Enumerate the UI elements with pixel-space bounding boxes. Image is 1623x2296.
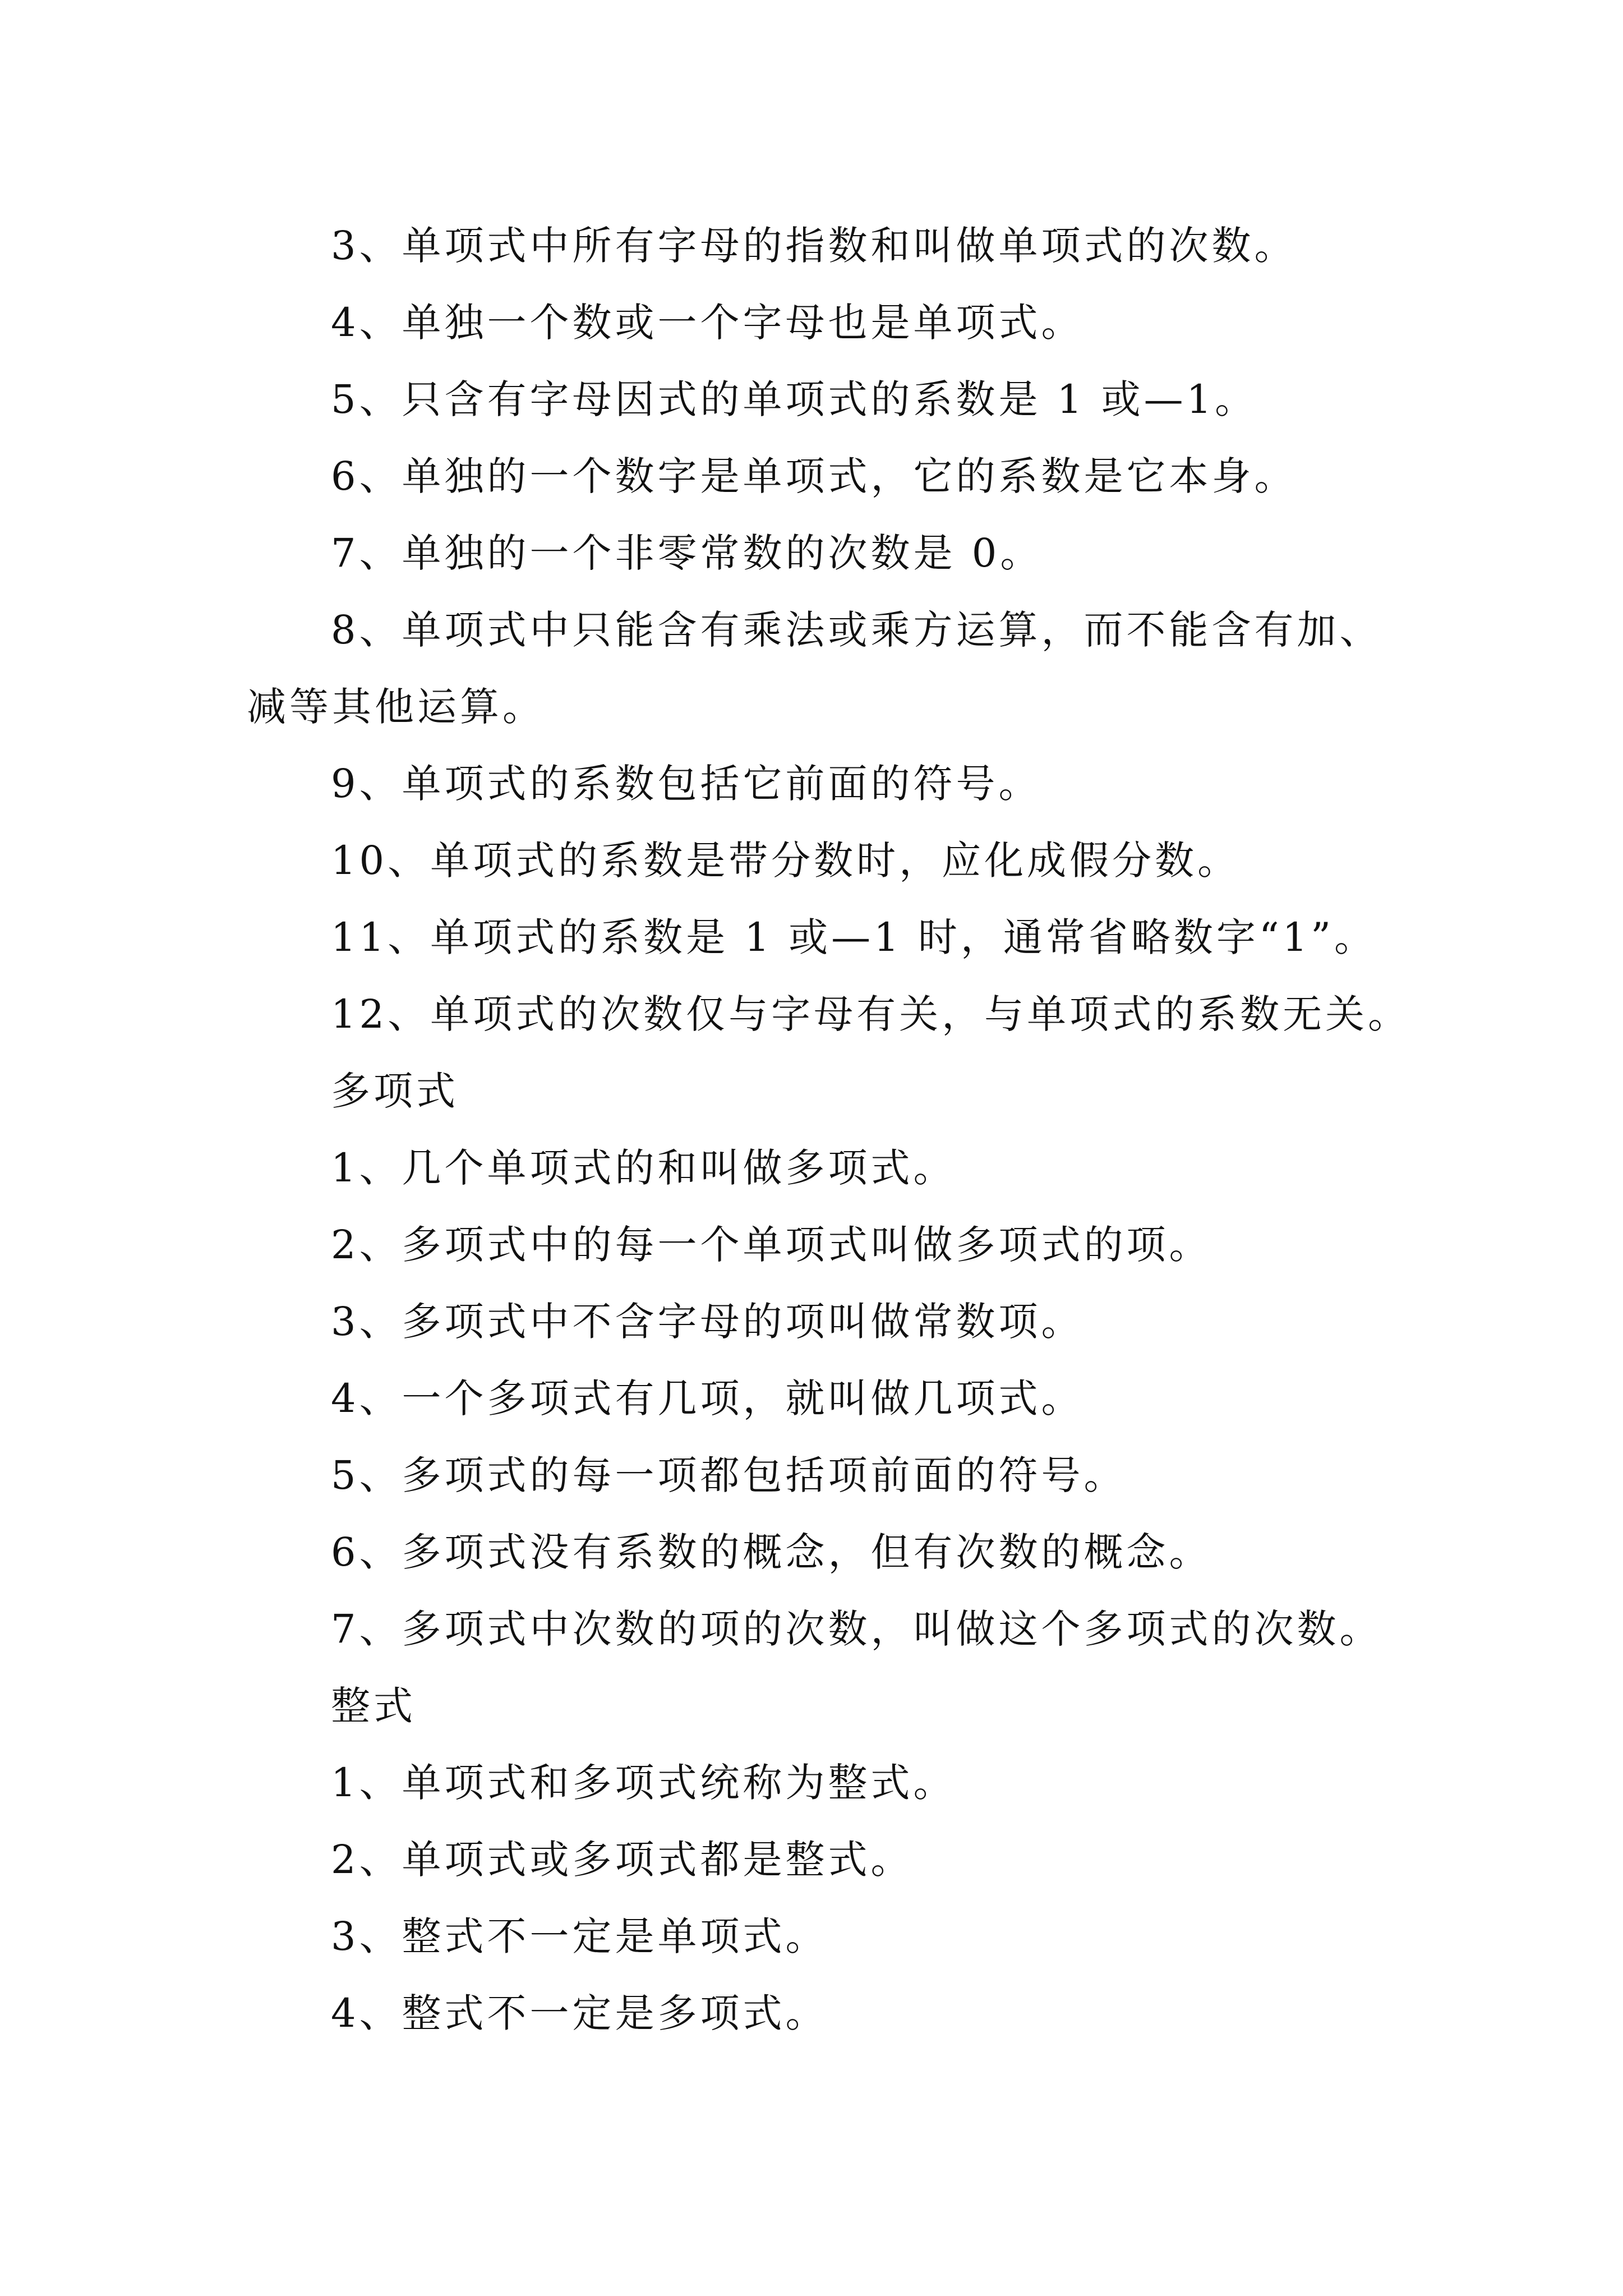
monomial-rule-5: 5、只含有字母因式的单项式的系数是 1 或—1。 <box>331 376 1258 422</box>
monomial-rule-4: 4、单独一个数或一个字母也是单项式。 <box>331 300 1084 346</box>
monomial-rule-8-line-2: 减等其他运算。 <box>247 684 545 730</box>
document-body <box>247 208 1447 2052</box>
polynomial-rule-3: 3、多项式中不含字母的项叫做常数项。 <box>331 1299 1084 1345</box>
integral-rule-4: 4、整式不一定是多项式。 <box>331 1990 828 2036</box>
monomial-rule-7: 7、单独的一个非零常数的次数是 0。 <box>331 530 1043 576</box>
polynomial-rule-7: 7、多项式中次数的项的次数，叫做这个多项式的次数。 <box>331 1606 1382 1652</box>
integral-heading: 整式 <box>331 1683 416 1729</box>
integral-rule-1: 1、单项式和多项式统称为整式。 <box>331 1760 956 1806</box>
monomial-rule-10: 10、单项式的系数是带分数时，应化成假分数。 <box>331 838 1241 884</box>
integral-rule-2: 2、单项式或多项式都是整式。 <box>331 1837 914 1883</box>
monomial-rule-8-line-1: 8、单项式中只能含有乘法或乘方运算，而不能含有加、 <box>331 607 1382 653</box>
polynomial-rule-2: 2、多项式中的每一个单项式叫做多项式的项。 <box>331 1222 1212 1268</box>
polynomial-rule-4: 4、一个多项式有几项，就叫做几项式。 <box>331 1375 1084 1421</box>
monomial-rule-6: 6、单独的一个数字是单项式，它的系数是它本身。 <box>331 453 1297 499</box>
monomial-rule-12: 12、单项式的次数仅与字母有关，与单项式的系数无关。 <box>331 991 1411 1037</box>
monomial-rule-3: 3、单项式中所有字母的指数和叫做单项式的次数。 <box>331 223 1297 269</box>
monomial-rule-11: 11、单项式的系数是 1 或—1 时，通常省略数字“1”。 <box>331 914 1377 960</box>
polynomial-rule-6: 6、多项式没有系数的概念，但有次数的概念。 <box>331 1529 1212 1575</box>
polynomial-rule-1: 1、几个单项式的和叫做多项式。 <box>331 1145 956 1191</box>
polynomial-heading: 多项式 <box>331 1068 459 1114</box>
polynomial-rule-5: 5、多项式的每一项都包括项前面的符号。 <box>331 1452 1127 1498</box>
monomial-rule-9: 9、单项式的系数包括它前面的符号。 <box>331 761 1041 807</box>
integral-rule-3: 3、整式不一定是单项式。 <box>331 1913 828 1959</box>
